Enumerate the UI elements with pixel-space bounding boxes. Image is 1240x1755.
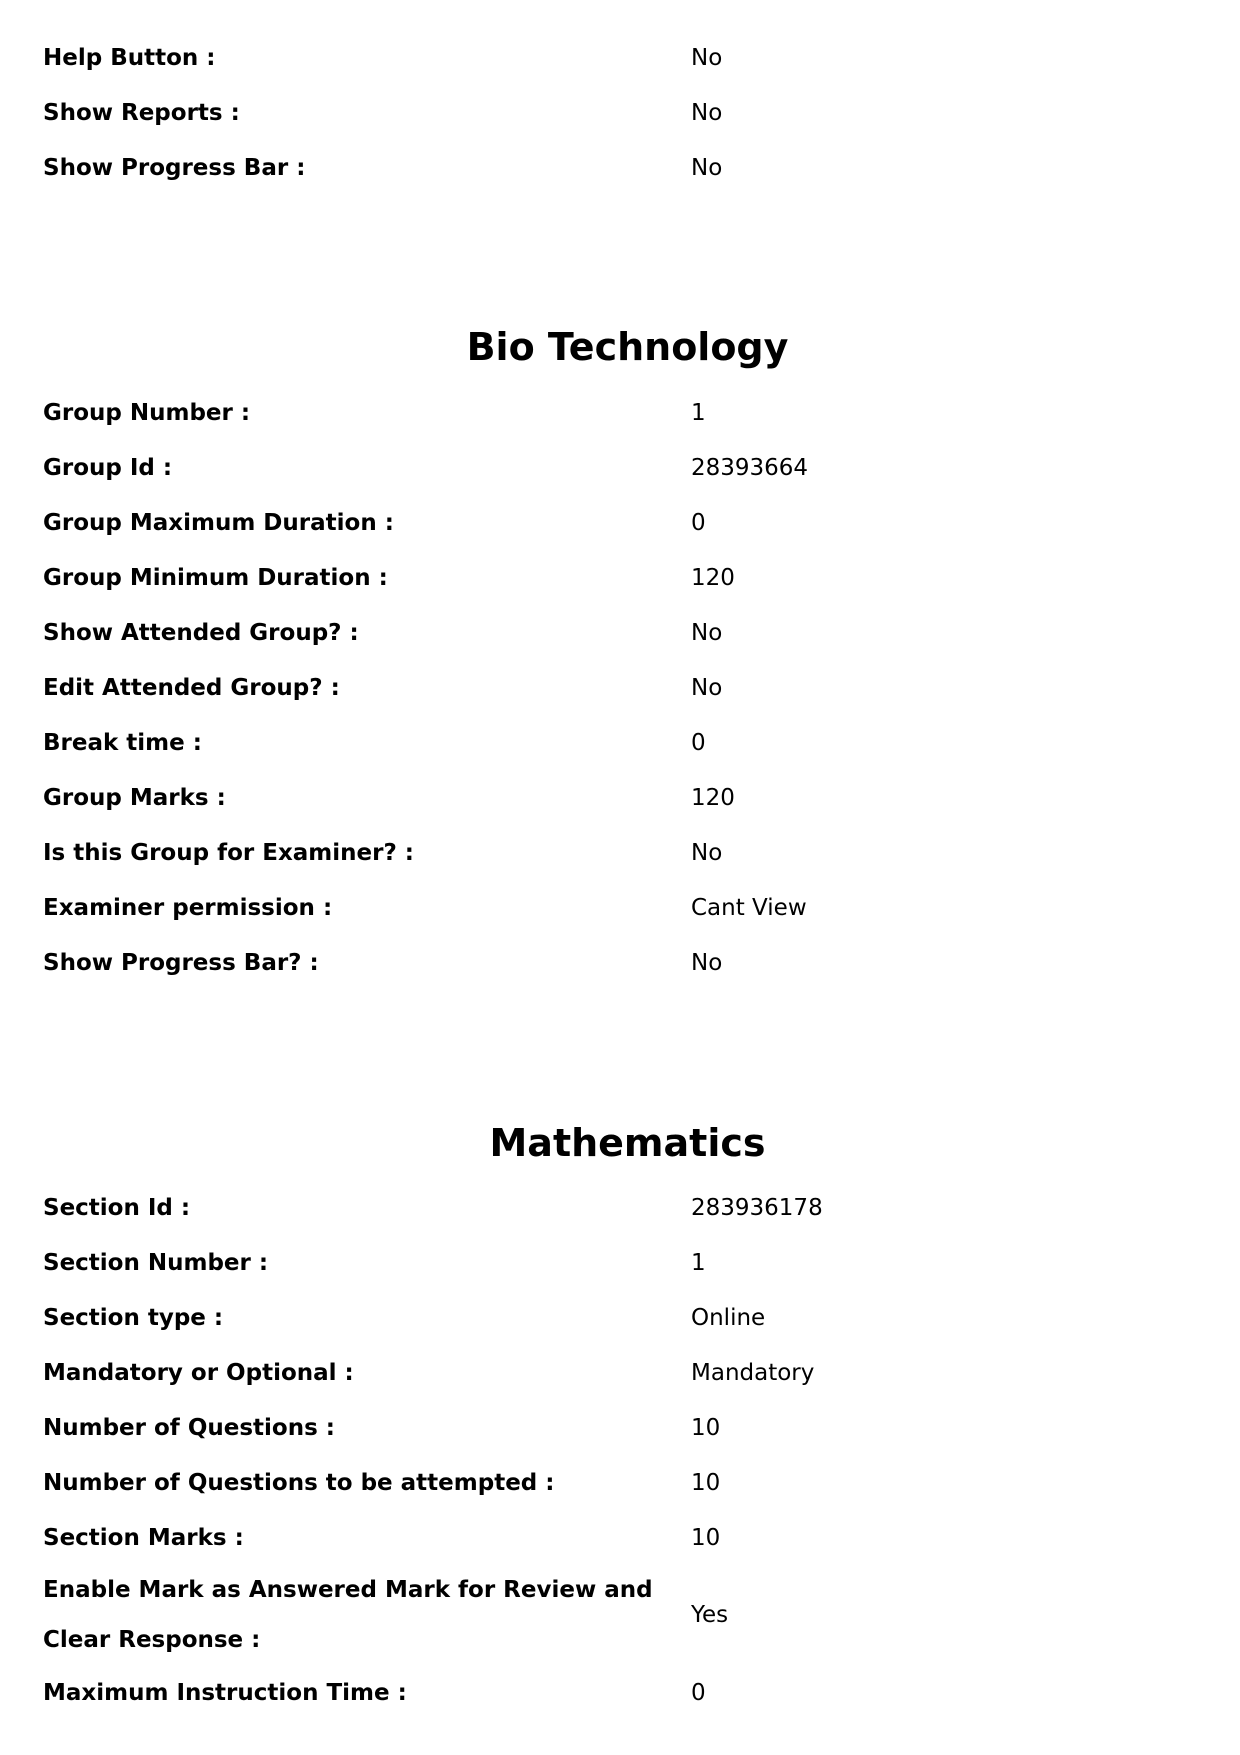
group-row: [43, 440, 1143, 495]
setting-value: No: [691, 44, 723, 71]
group-label: Group Minimum Duration :: [43, 564, 388, 591]
section-label: Number of Questions :: [43, 1414, 335, 1441]
group-row: [43, 935, 1143, 990]
section-value: 10: [691, 1524, 721, 1551]
group-details-list: [43, 385, 1143, 990]
group-row: [43, 770, 1143, 825]
section-label: Number of Questions to be attempted :: [43, 1469, 555, 1496]
section-row: [43, 1345, 1143, 1400]
section-label: Section Id :: [43, 1194, 191, 1221]
group-value: 1: [691, 399, 706, 426]
section-details-list: [43, 1180, 1143, 1720]
section-row: [43, 1290, 1143, 1345]
section-value: 10: [691, 1414, 721, 1441]
group-value: No: [691, 619, 723, 646]
section-label: Section Marks :: [43, 1524, 244, 1551]
group-label: Is this Group for Examiner? :: [43, 839, 415, 866]
top-settings-list: [43, 30, 1143, 195]
setting-label: Show Progress Bar :: [43, 154, 306, 181]
section-row: [43, 1510, 1143, 1565]
group-label: Group Marks :: [43, 784, 226, 811]
group-value: No: [691, 839, 723, 866]
setting-row-show-progress-bar: [43, 140, 1143, 195]
group-value: 0: [691, 509, 706, 536]
section-row: [43, 1455, 1143, 1510]
group-row: [43, 605, 1143, 660]
group-value: 120: [691, 784, 735, 811]
section-value: 1: [691, 1249, 706, 1276]
group-label: Examiner permission :: [43, 894, 333, 921]
group-value: 120: [691, 564, 735, 591]
setting-label: Help Button :: [43, 44, 216, 71]
section-label: Enable Mark as Answered Mark for Review and Clear Response :: [43, 1577, 653, 1653]
section-row: [43, 1400, 1143, 1455]
setting-value: No: [691, 154, 723, 181]
setting-value: No: [691, 99, 723, 126]
setting-row-help-button: [43, 30, 1143, 85]
group-label: Group Number :: [43, 399, 251, 426]
setting-row-show-reports: [43, 85, 1143, 140]
section-row: [43, 1565, 1143, 1665]
group-row: [43, 715, 1143, 770]
section-value: 283936178: [691, 1194, 823, 1221]
setting-label: Show Reports :: [43, 99, 240, 126]
group-value: Cant View: [691, 894, 807, 921]
group-label: Group Maximum Duration :: [43, 509, 394, 536]
group-value: 28393664: [691, 454, 809, 481]
section-label: Maximum Instruction Time :: [43, 1679, 407, 1706]
group-value: No: [691, 674, 723, 701]
group-row: [43, 660, 1143, 715]
section-value: Yes: [691, 1602, 729, 1628]
section-value: 10: [691, 1469, 721, 1496]
section-value: 0: [691, 1679, 706, 1706]
group-label: Show Attended Group? :: [43, 619, 359, 646]
group-row: [43, 550, 1143, 605]
group-row: [43, 495, 1143, 550]
group-row: [43, 825, 1143, 880]
group-label: Group Id :: [43, 454, 173, 481]
group-label: Break time :: [43, 729, 202, 756]
group-value: No: [691, 949, 723, 976]
section-row: [43, 1180, 1143, 1235]
section-value: Online: [691, 1304, 766, 1331]
section-label: Section Number :: [43, 1249, 269, 1276]
group-value: 0: [691, 729, 706, 756]
section-row: [43, 1665, 1143, 1720]
group-row: [43, 385, 1143, 440]
section-label: Section type :: [43, 1304, 224, 1331]
group-row: [43, 880, 1143, 935]
group-label: Edit Attended Group? :: [43, 674, 340, 701]
section-title: Mathematics: [489, 1121, 766, 1165]
group-label: Show Progress Bar? :: [43, 949, 319, 976]
section-label: Mandatory or Optional :: [43, 1359, 354, 1386]
section-value: Mandatory: [691, 1359, 815, 1386]
group-title: Bio Technology: [466, 325, 789, 369]
section-row: [43, 1235, 1143, 1290]
